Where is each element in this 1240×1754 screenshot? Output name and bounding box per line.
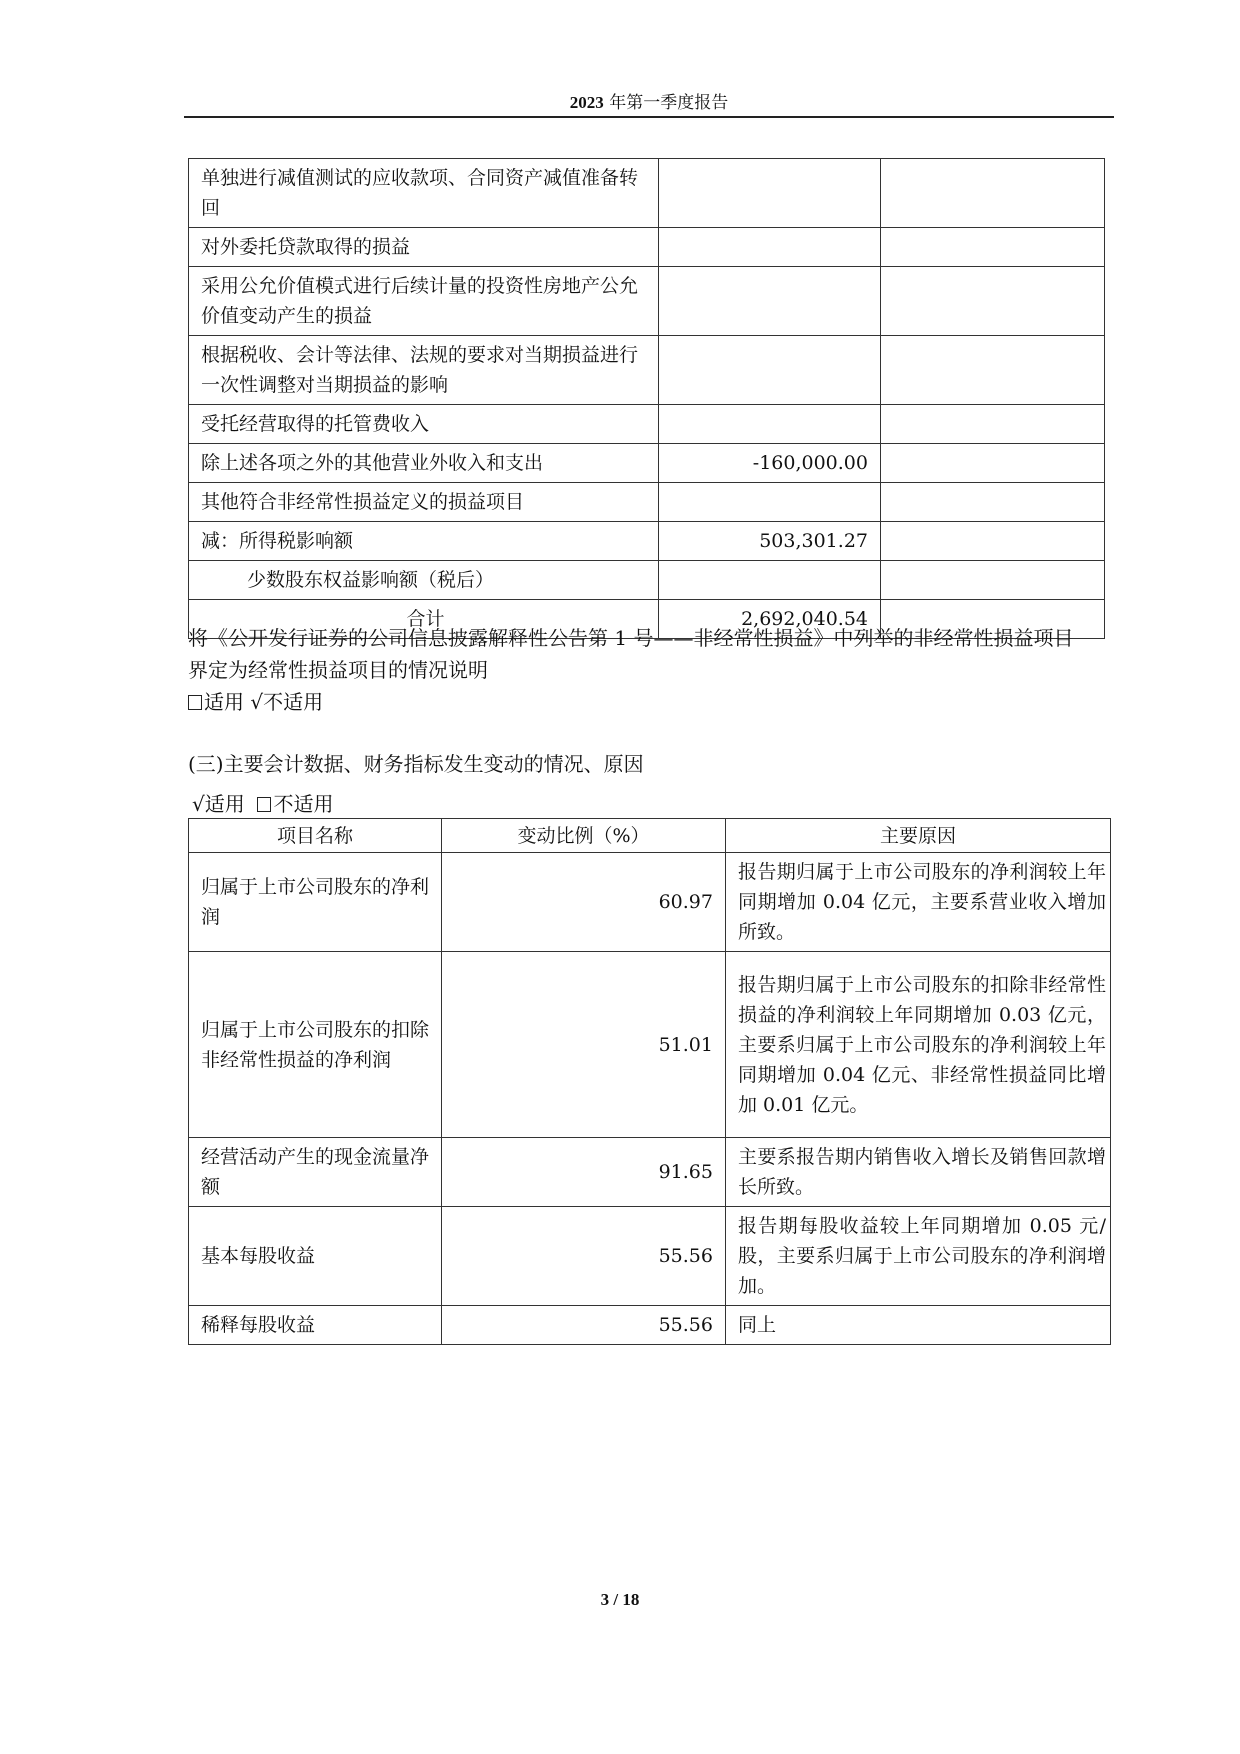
note-cell: [881, 267, 1105, 336]
note-cell: [881, 159, 1105, 228]
table-row: [189, 159, 1105, 228]
ratio-cell: 60.97: [442, 853, 726, 952]
total-label: 合计: [189, 600, 659, 639]
item-cell: 单独进行减值测试的应收款项、合同资产减值准备转回: [189, 159, 659, 228]
table-row: [189, 1306, 1111, 1345]
amount-cell: [659, 336, 881, 405]
table-row: [189, 483, 1105, 522]
not-applicable-label: 不适用: [273, 792, 334, 816]
table-row: [189, 228, 1105, 267]
column-header: 项目名称: [189, 819, 442, 853]
amount-cell: [659, 159, 881, 228]
table-header-row: [189, 819, 1111, 853]
note-applicability-text: 适用 √不适用: [204, 690, 324, 714]
item-cell: 受托经营取得的托管费收入: [189, 405, 659, 444]
checkbox-unchecked-icon: [188, 695, 202, 710]
item-cell: 根据税收、会计等法律、法规的要求对当期损益进行一次性调整对当期损益的影响: [189, 336, 659, 405]
reason-cell: 同上: [726, 1306, 1111, 1345]
reason-cell: 报告期每股收益较上年同期增加 0.05 元/股，主要系归属于上市公司股东的净利润增加。: [726, 1207, 1111, 1306]
section-title: (三)主要会计数据、财务指标发生变动的情况、原因: [188, 752, 644, 776]
checkbox-unchecked-icon: [257, 797, 271, 812]
reason-cell: 报告期归属于上市公司股东的扣除非经常性损益的净利润较上年同期增加 0.03 亿元，主要系归属于上市公司股东的净利润较上年同期增加 0.04 亿元、非经常性损益同比增加 0.01 亿元。: [726, 952, 1111, 1138]
table-row: [189, 444, 1105, 483]
item-cell: 采用公允价值模式进行后续计量的投资性房地产公允价值变动产生的损益: [189, 267, 659, 336]
amount-cell: [659, 483, 881, 522]
note-cell: [881, 228, 1105, 267]
header-title: 年第一季度报告: [609, 93, 729, 113]
note-applicability: [188, 686, 323, 718]
table-row: [189, 853, 1111, 952]
column-header: 变动比例（%）: [442, 819, 726, 853]
ratio-cell: 91.65: [442, 1138, 726, 1207]
note-cell: [881, 561, 1105, 600]
amount-cell: 503,301.27: [659, 522, 881, 561]
page-header: [184, 90, 1114, 118]
table-row: [189, 405, 1105, 444]
note-cell: [881, 522, 1105, 561]
note-cell: [881, 336, 1105, 405]
note-paragraph: 将《公开发行证券的公司信息披露解释性公告第 1 号——非经常性损益》中列举的非经常性损益项目界定为经常性损益项目的情况说明: [188, 626, 1074, 682]
column-header: 主要原因: [726, 819, 1111, 853]
item-cell: 减：所得税影响额: [189, 522, 659, 561]
item-cell: 少数股东权益影响额（税后）: [189, 561, 659, 600]
item-cell: 归属于上市公司股东的净利润: [189, 853, 442, 952]
page-number: 3 / 18: [600, 1590, 640, 1609]
non-recurring-gains-table: [188, 158, 1105, 639]
item-cell: 归属于上市公司股东的扣除非经常性损益的净利润: [189, 952, 442, 1138]
reason-cell: 主要系报告期内销售收入增长及销售回款增长所致。: [726, 1138, 1111, 1207]
note-cell: [881, 405, 1105, 444]
item-cell: 经营活动产生的现金流量净额: [189, 1138, 442, 1207]
table-row: [189, 522, 1105, 561]
ratio-cell: 51.01: [442, 952, 726, 1138]
item-cell: 其他符合非经常性损益定义的损益项目: [189, 483, 659, 522]
table-row: [189, 1207, 1111, 1306]
item-cell: 除上述各项之外的其他营业外收入和支出: [189, 444, 659, 483]
amount-cell: [659, 561, 881, 600]
item-cell: 对外委托贷款取得的损益: [189, 228, 659, 267]
note-cell: [881, 444, 1105, 483]
section-applicability: [192, 788, 333, 820]
reason-cell: 报告期归属于上市公司股东的净利润较上年同期增加 0.04 亿元，主要系营业收入增加所致。: [726, 853, 1111, 952]
ratio-cell: 55.56: [442, 1207, 726, 1306]
amount-cell: [659, 228, 881, 267]
table-row: [189, 1138, 1111, 1207]
table-row: [189, 952, 1111, 1138]
item-cell: 稀释每股收益: [189, 1306, 442, 1345]
amount-cell: -160,000.00: [659, 444, 881, 483]
table-row: [189, 336, 1105, 405]
ratio-cell: 55.56: [442, 1306, 726, 1345]
amount-cell: [659, 267, 881, 336]
applicable-label: √适用: [192, 792, 245, 816]
header-year: 2023: [569, 93, 604, 112]
total-amount: 2,692,040.54: [659, 600, 881, 639]
item-cell: 基本每股收益: [189, 1207, 442, 1306]
amount-cell: [659, 405, 881, 444]
table-row: [189, 267, 1105, 336]
change-reasons-table: [188, 818, 1111, 1345]
note-cell: [881, 483, 1105, 522]
table-row: [189, 561, 1105, 600]
